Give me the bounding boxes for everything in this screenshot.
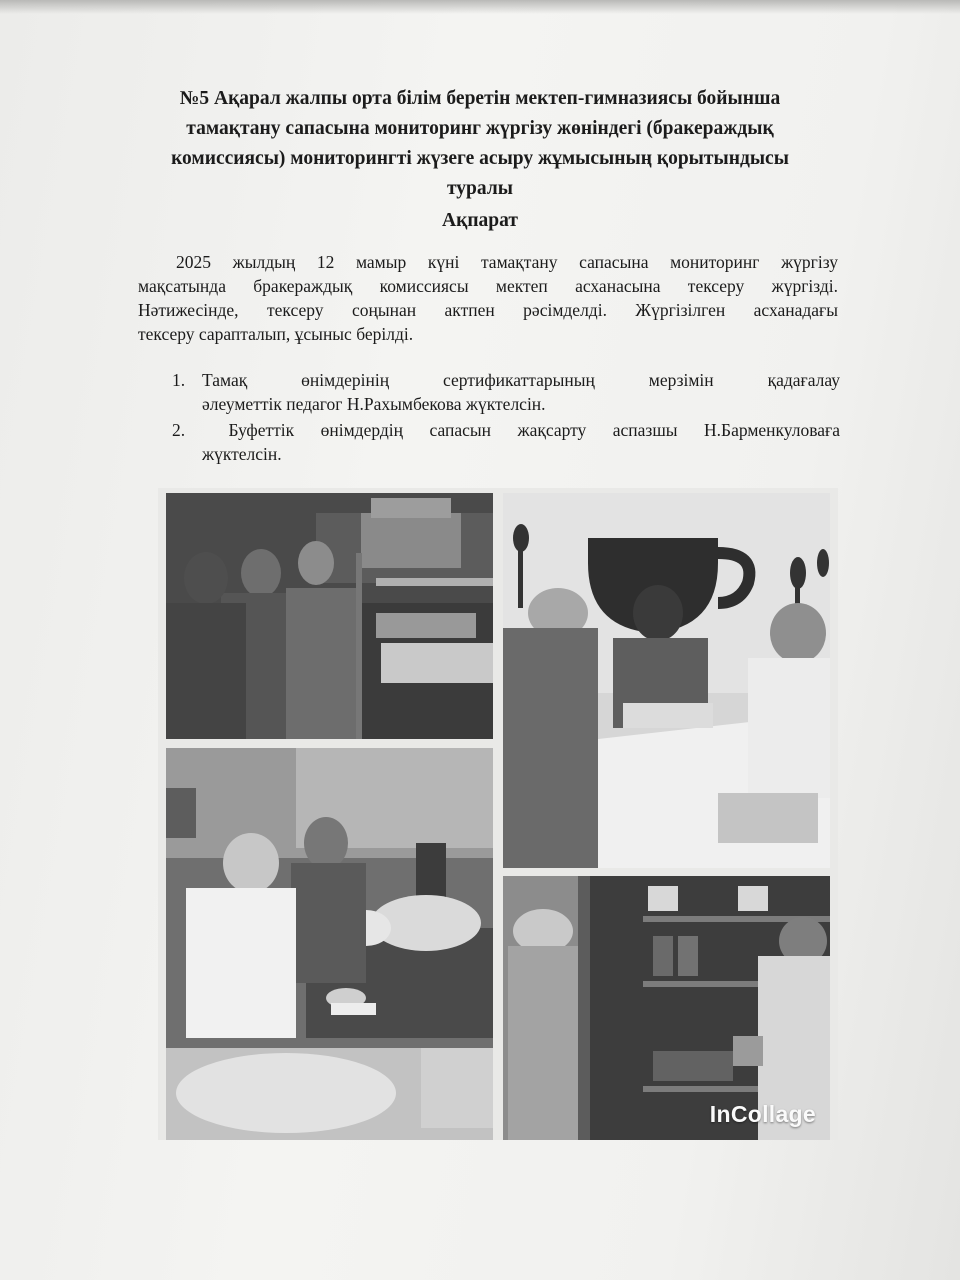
document-subtitle: Ақпарат [442, 210, 518, 231]
body-paragraph [138, 250, 838, 346]
title-line: туралы [446, 178, 513, 199]
list-item [172, 418, 840, 466]
kitchen-inspection-photo [166, 493, 493, 739]
title-line: тамақтану сапасына мониторинг жүргізу жөніндегі (бракераждық [186, 118, 774, 139]
paragraph-line: Нәтижесінде, тексеру соңынан актпен рәсімделді. Жүргізілген асханадағы [138, 300, 838, 320]
paragraph-line: тексеру сарапталып, ұсыныс берілді. [138, 324, 414, 344]
paragraph-line: мақсатында бракераждық комиссиясы мектеп асханасына тексеру жүргізді. [138, 276, 838, 296]
list-item-line: Тамақ өнімдерінің сертификаттарының мерзімін қадағалау [202, 370, 840, 390]
list-item-line: жүктелсін. [202, 444, 282, 464]
title-line: №5 Ақарал жалпы орта білім беретін мектеп-гимназиясы бойынша [179, 88, 781, 109]
list-item [172, 368, 840, 416]
photo-collage [158, 488, 838, 1140]
collage-watermark: InCollage [709, 1101, 816, 1127]
list-item-line: Буфеттік өнімдердің сапасын жақсарту аспазшы Н.Барменкуловаға [202, 420, 840, 440]
recommendations-list [172, 368, 840, 468]
food-sampling-photo [166, 748, 493, 1140]
paragraph-line: 2025 жылдың 12 мамыр күні тамақтану сапасына мониторинг жүргізу [176, 252, 838, 272]
list-item-line: әлеуметтік педагог Н.Рахымбекова жүктелсін. [202, 394, 546, 414]
commission-table-photo [503, 493, 830, 868]
list-item-number: 2. [172, 420, 186, 440]
document-title [120, 84, 840, 204]
title-line: комиссиясы) мониторингті жүзеге асыру жұмысының қорытындысы [171, 148, 789, 169]
list-item-number: 1. [172, 370, 186, 390]
scan-shadow [0, 0, 960, 14]
buffet-shelf-photo [503, 876, 830, 1140]
